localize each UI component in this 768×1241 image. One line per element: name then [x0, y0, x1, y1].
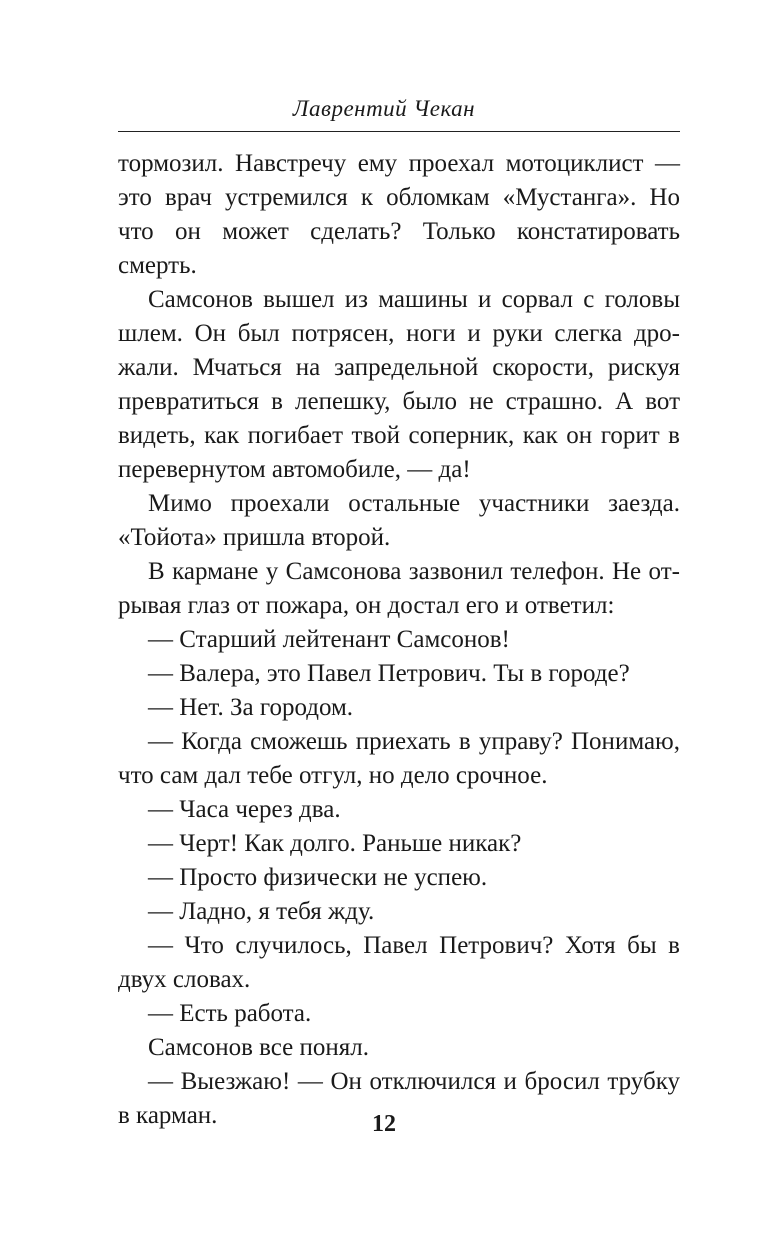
- dialogue-line: — Валера, это Павел Петрович. Ты в городе?: [148, 660, 630, 687]
- dialogue-line: — Часа через два.: [148, 796, 341, 823]
- dialogue-line: — Черт! Как долго. Раньше никак?: [148, 830, 522, 857]
- dialogue-line: — Что случилось, Павел Петрович? Хотя бы в двух словах.: [118, 932, 680, 993]
- page-number: 12: [372, 1111, 396, 1137]
- paragraph: Самсонов вышел из машины и сорвал с головы шлем. Он был потрясен, ноги и руки слегка дрожали. Мчаться на запредельной скорости, рискуя превратиться в лепешку, было не страшно. А вот видеть, как погибает твой соперник, как он горит в перевернутом автомобиле, — да!: [118, 286, 680, 483]
- page-body-text: [118, 147, 680, 1133]
- running-head-title: Лаврентий Чекан: [292, 96, 476, 121]
- paragraph: В кармане у Самсонова зазвонил телефон. Не отрывая глаз от пожара, он достал его и ответил:: [118, 558, 680, 619]
- paragraph: тормозил. Навстречу ему проехал мотоциклист — это врач устремился к обломкам «Мустанга». Но что он может сделать? Только констатировать смерть.: [118, 150, 680, 279]
- header-rule: [118, 131, 680, 132]
- paragraph: Самсонов все понял.: [148, 1034, 370, 1061]
- dialogue-line: — Ладно, я тебя жду.: [148, 898, 375, 925]
- dialogue-line: — Просто физически не успею.: [148, 864, 488, 891]
- dialogue-line: — Есть работа.: [148, 1000, 312, 1027]
- dialogue-line: — Выезжаю! — Он отключился и бросил трубку в карман.: [118, 1068, 680, 1129]
- dialogue-line: — Старший лейтенант Самсонов!: [148, 626, 510, 653]
- paragraph: Мимо проехали остальные участники заезда. «Тойота» пришла второй.: [118, 490, 680, 551]
- dialogue-line: — Нет. За городом.: [148, 694, 354, 721]
- dialogue-line: — Когда сможешь приехать в управу? Понимаю, что сам дал тебе отгул, но дело срочное.: [118, 728, 680, 789]
